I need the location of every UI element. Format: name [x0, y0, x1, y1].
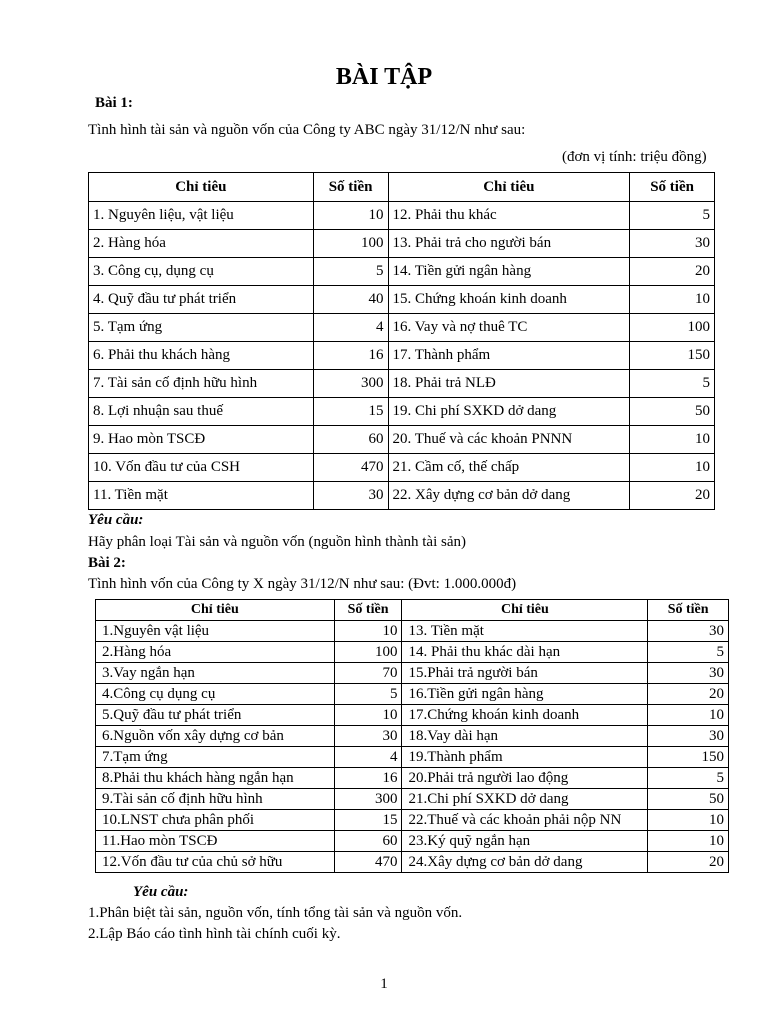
amount-cell: 50: [630, 398, 715, 426]
amount-cell: 10: [648, 831, 729, 852]
amount-cell: 470: [334, 852, 402, 873]
table-row: [96, 705, 729, 726]
amount-cell: 300: [313, 370, 388, 398]
table-row: [89, 454, 715, 482]
item-name-cell: 5.Quỹ đầu tư phát triển: [96, 705, 335, 726]
table-row: [96, 810, 729, 831]
item-name-cell: 1.Nguyên vật liệu: [96, 621, 335, 642]
amount-cell: 10: [630, 426, 715, 454]
amount-cell: 5: [630, 370, 715, 398]
item-name-cell: 9.Tài sản cố định hữu hình: [96, 789, 335, 810]
item-name-cell: 6.Nguồn vốn xây dựng cơ bản: [96, 726, 335, 747]
column-header: Chỉ tiêu: [96, 600, 335, 621]
amount-cell: 10: [630, 454, 715, 482]
table-row: [89, 342, 715, 370]
amount-cell: 70: [334, 663, 402, 684]
amount-cell: 20: [648, 684, 729, 705]
item-name-cell: 16. Vay và nợ thuê TC: [388, 314, 630, 342]
column-header: Số tiền: [313, 173, 388, 202]
table-row: [89, 286, 715, 314]
exercise-2-requirement-item: 1.Phân biệt tài sản, nguồn vốn, tính tổng tài sản và nguồn vốn.: [88, 905, 463, 921]
exercise-2-heading: Bài 2:: [88, 555, 126, 571]
amount-cell: 50: [648, 789, 729, 810]
item-name-cell: 20.Phải trả người lao động: [402, 768, 648, 789]
item-name-cell: 21.Chi phí SXKD dở dang: [402, 789, 648, 810]
amount-cell: 100: [630, 314, 715, 342]
column-header: Chỉ tiêu: [402, 600, 648, 621]
amount-cell: 5: [648, 768, 729, 789]
amount-cell: 150: [630, 342, 715, 370]
item-name-cell: 3. Công cụ, dụng cụ: [89, 258, 314, 286]
table-row: [89, 426, 715, 454]
amount-cell: 10: [334, 705, 402, 726]
item-name-cell: 12.Vốn đầu tư của chủ sở hữu: [96, 852, 335, 873]
exercise-1-heading: Bài 1:: [95, 95, 133, 111]
item-name-cell: 8. Lợi nhuận sau thuế: [89, 398, 314, 426]
table-row: [96, 726, 729, 747]
exercise-1-unit: (đơn vị tính: triệu đồng): [562, 149, 707, 165]
item-name-cell: 18.Vay dài hạn: [402, 726, 648, 747]
exercise-2-requirement-label: Yêu cầu:: [133, 884, 189, 900]
item-name-cell: 1. Nguyên liệu, vật liệu: [89, 202, 314, 230]
exercise-2-table-body: [96, 621, 729, 873]
item-name-cell: 23.Ký quỹ ngắn hạn: [402, 831, 648, 852]
amount-cell: 4: [334, 747, 402, 768]
item-name-cell: 19. Chi phí SXKD dở dang: [388, 398, 630, 426]
amount-cell: 5: [648, 642, 729, 663]
amount-cell: 60: [334, 831, 402, 852]
table-row: [89, 258, 715, 286]
amount-cell: 30: [648, 726, 729, 747]
item-name-cell: 21. Cầm cố, thế chấp: [388, 454, 630, 482]
amount-cell: 10: [630, 286, 715, 314]
table-row: [96, 831, 729, 852]
item-name-cell: 11.Hao mòn TSCĐ: [96, 831, 335, 852]
amount-cell: 30: [648, 663, 729, 684]
exercise-2-requirement-item: 2.Lập Báo cáo tình hình tài chính cuối kỳ.: [88, 926, 341, 942]
amount-cell: 20: [630, 482, 715, 510]
item-name-cell: 17. Thành phẩm: [388, 342, 630, 370]
column-header: Số tiền: [334, 600, 402, 621]
exercise-1-requirement-text: Hãy phân loại Tài sản và nguồn vốn (nguồn hình thành tài sản): [88, 534, 466, 550]
table-row: [96, 768, 729, 789]
amount-cell: 60: [313, 426, 388, 454]
column-header: Số tiền: [630, 173, 715, 202]
item-name-cell: 16.Tiền gửi ngân hàng: [402, 684, 648, 705]
amount-cell: 5: [630, 202, 715, 230]
item-name-cell: 9. Hao mòn TSCĐ: [89, 426, 314, 454]
column-header: Chỉ tiêu: [388, 173, 630, 202]
amount-cell: 10: [334, 621, 402, 642]
amount-cell: 470: [313, 454, 388, 482]
item-name-cell: 7.Tạm ứng: [96, 747, 335, 768]
amount-cell: 20: [648, 852, 729, 873]
table-row: [96, 684, 729, 705]
item-name-cell: 13. Tiền mặt: [402, 621, 648, 642]
item-name-cell: 11. Tiền mặt: [89, 482, 314, 510]
amount-cell: 30: [313, 482, 388, 510]
item-name-cell: 3.Vay ngắn hạn: [96, 663, 335, 684]
amount-cell: 300: [334, 789, 402, 810]
item-name-cell: 5. Tạm ứng: [89, 314, 314, 342]
item-name-cell: 2.Hàng hóa: [96, 642, 335, 663]
item-name-cell: 22.Thuế và các khoản phải nộp NN: [402, 810, 648, 831]
item-name-cell: 7. Tài sản cố định hữu hình: [89, 370, 314, 398]
table-row: [89, 370, 715, 398]
item-name-cell: 18. Phải trả NLĐ: [388, 370, 630, 398]
item-name-cell: 19.Thành phẩm: [402, 747, 648, 768]
amount-cell: 20: [630, 258, 715, 286]
exercise-1-table: [88, 172, 715, 510]
exercise-2-intro: Tình hình vốn của Công ty X ngày 31/12/N như sau: (Đvt: 1.000.000đ): [88, 576, 517, 592]
exercise-2-table: [95, 599, 729, 873]
amount-cell: 5: [313, 258, 388, 286]
table-row: [89, 398, 715, 426]
column-header: Chỉ tiêu: [89, 173, 314, 202]
item-name-cell: 14. Phải thu khác dài hạn: [402, 642, 648, 663]
table-row: [96, 621, 729, 642]
amount-cell: 5: [334, 684, 402, 705]
amount-cell: 16: [334, 768, 402, 789]
amount-cell: 100: [313, 230, 388, 258]
exercise-1-intro: Tình hình tài sản và nguồn vốn của Công ty ABC ngày 31/12/N như sau:: [88, 122, 526, 138]
item-name-cell: 22. Xây dựng cơ bản dở dang: [388, 482, 630, 510]
table-row: [89, 482, 715, 510]
item-name-cell: 15. Chứng khoán kinh doanh: [388, 286, 630, 314]
table-row: [96, 789, 729, 810]
amount-cell: 15: [334, 810, 402, 831]
item-name-cell: 14. Tiền gửi ngân hàng: [388, 258, 630, 286]
amount-cell: 4: [313, 314, 388, 342]
item-name-cell: 13. Phải trả cho người bán: [388, 230, 630, 258]
amount-cell: 40: [313, 286, 388, 314]
item-name-cell: 12. Phải thu khác: [388, 202, 630, 230]
table-row: [96, 852, 729, 873]
item-name-cell: 10.LNST chưa phân phối: [96, 810, 335, 831]
item-name-cell: 17.Chứng khoán kinh doanh: [402, 705, 648, 726]
amount-cell: 10: [313, 202, 388, 230]
exercise-1-requirement-label: Yêu cầu:: [88, 512, 144, 528]
item-name-cell: 4.Công cụ dụng cụ: [96, 684, 335, 705]
item-name-cell: 4. Quỹ đầu tư phát triển: [89, 286, 314, 314]
item-name-cell: 10. Vốn đầu tư của CSH: [89, 454, 314, 482]
amount-cell: 30: [648, 621, 729, 642]
table-header-row: [89, 173, 715, 202]
table-row: [89, 202, 715, 230]
page-number: 1: [380, 976, 388, 992]
amount-cell: 15: [313, 398, 388, 426]
item-name-cell: 15.Phải trả người bán: [402, 663, 648, 684]
item-name-cell: 20. Thuế và các khoản PNNN: [388, 426, 630, 454]
table-row: [96, 642, 729, 663]
amount-cell: 150: [648, 747, 729, 768]
column-header: Số tiền: [648, 600, 729, 621]
amount-cell: 10: [648, 810, 729, 831]
amount-cell: 30: [334, 726, 402, 747]
item-name-cell: 24.Xây dựng cơ bản dở dang: [402, 852, 648, 873]
exercise-1-table-body: [89, 202, 715, 510]
table-row: [89, 230, 715, 258]
table-row: [89, 314, 715, 342]
item-name-cell: 8.Phải thu khách hàng ngắn hạn: [96, 768, 335, 789]
amount-cell: 100: [334, 642, 402, 663]
table-row: [96, 747, 729, 768]
table-header-row: [96, 600, 729, 621]
page-title: BÀI TẬP: [335, 64, 433, 90]
amount-cell: 16: [313, 342, 388, 370]
table-row: [96, 663, 729, 684]
amount-cell: 30: [630, 230, 715, 258]
item-name-cell: 2. Hàng hóa: [89, 230, 314, 258]
item-name-cell: 6. Phải thu khách hàng: [89, 342, 314, 370]
amount-cell: 10: [648, 705, 729, 726]
